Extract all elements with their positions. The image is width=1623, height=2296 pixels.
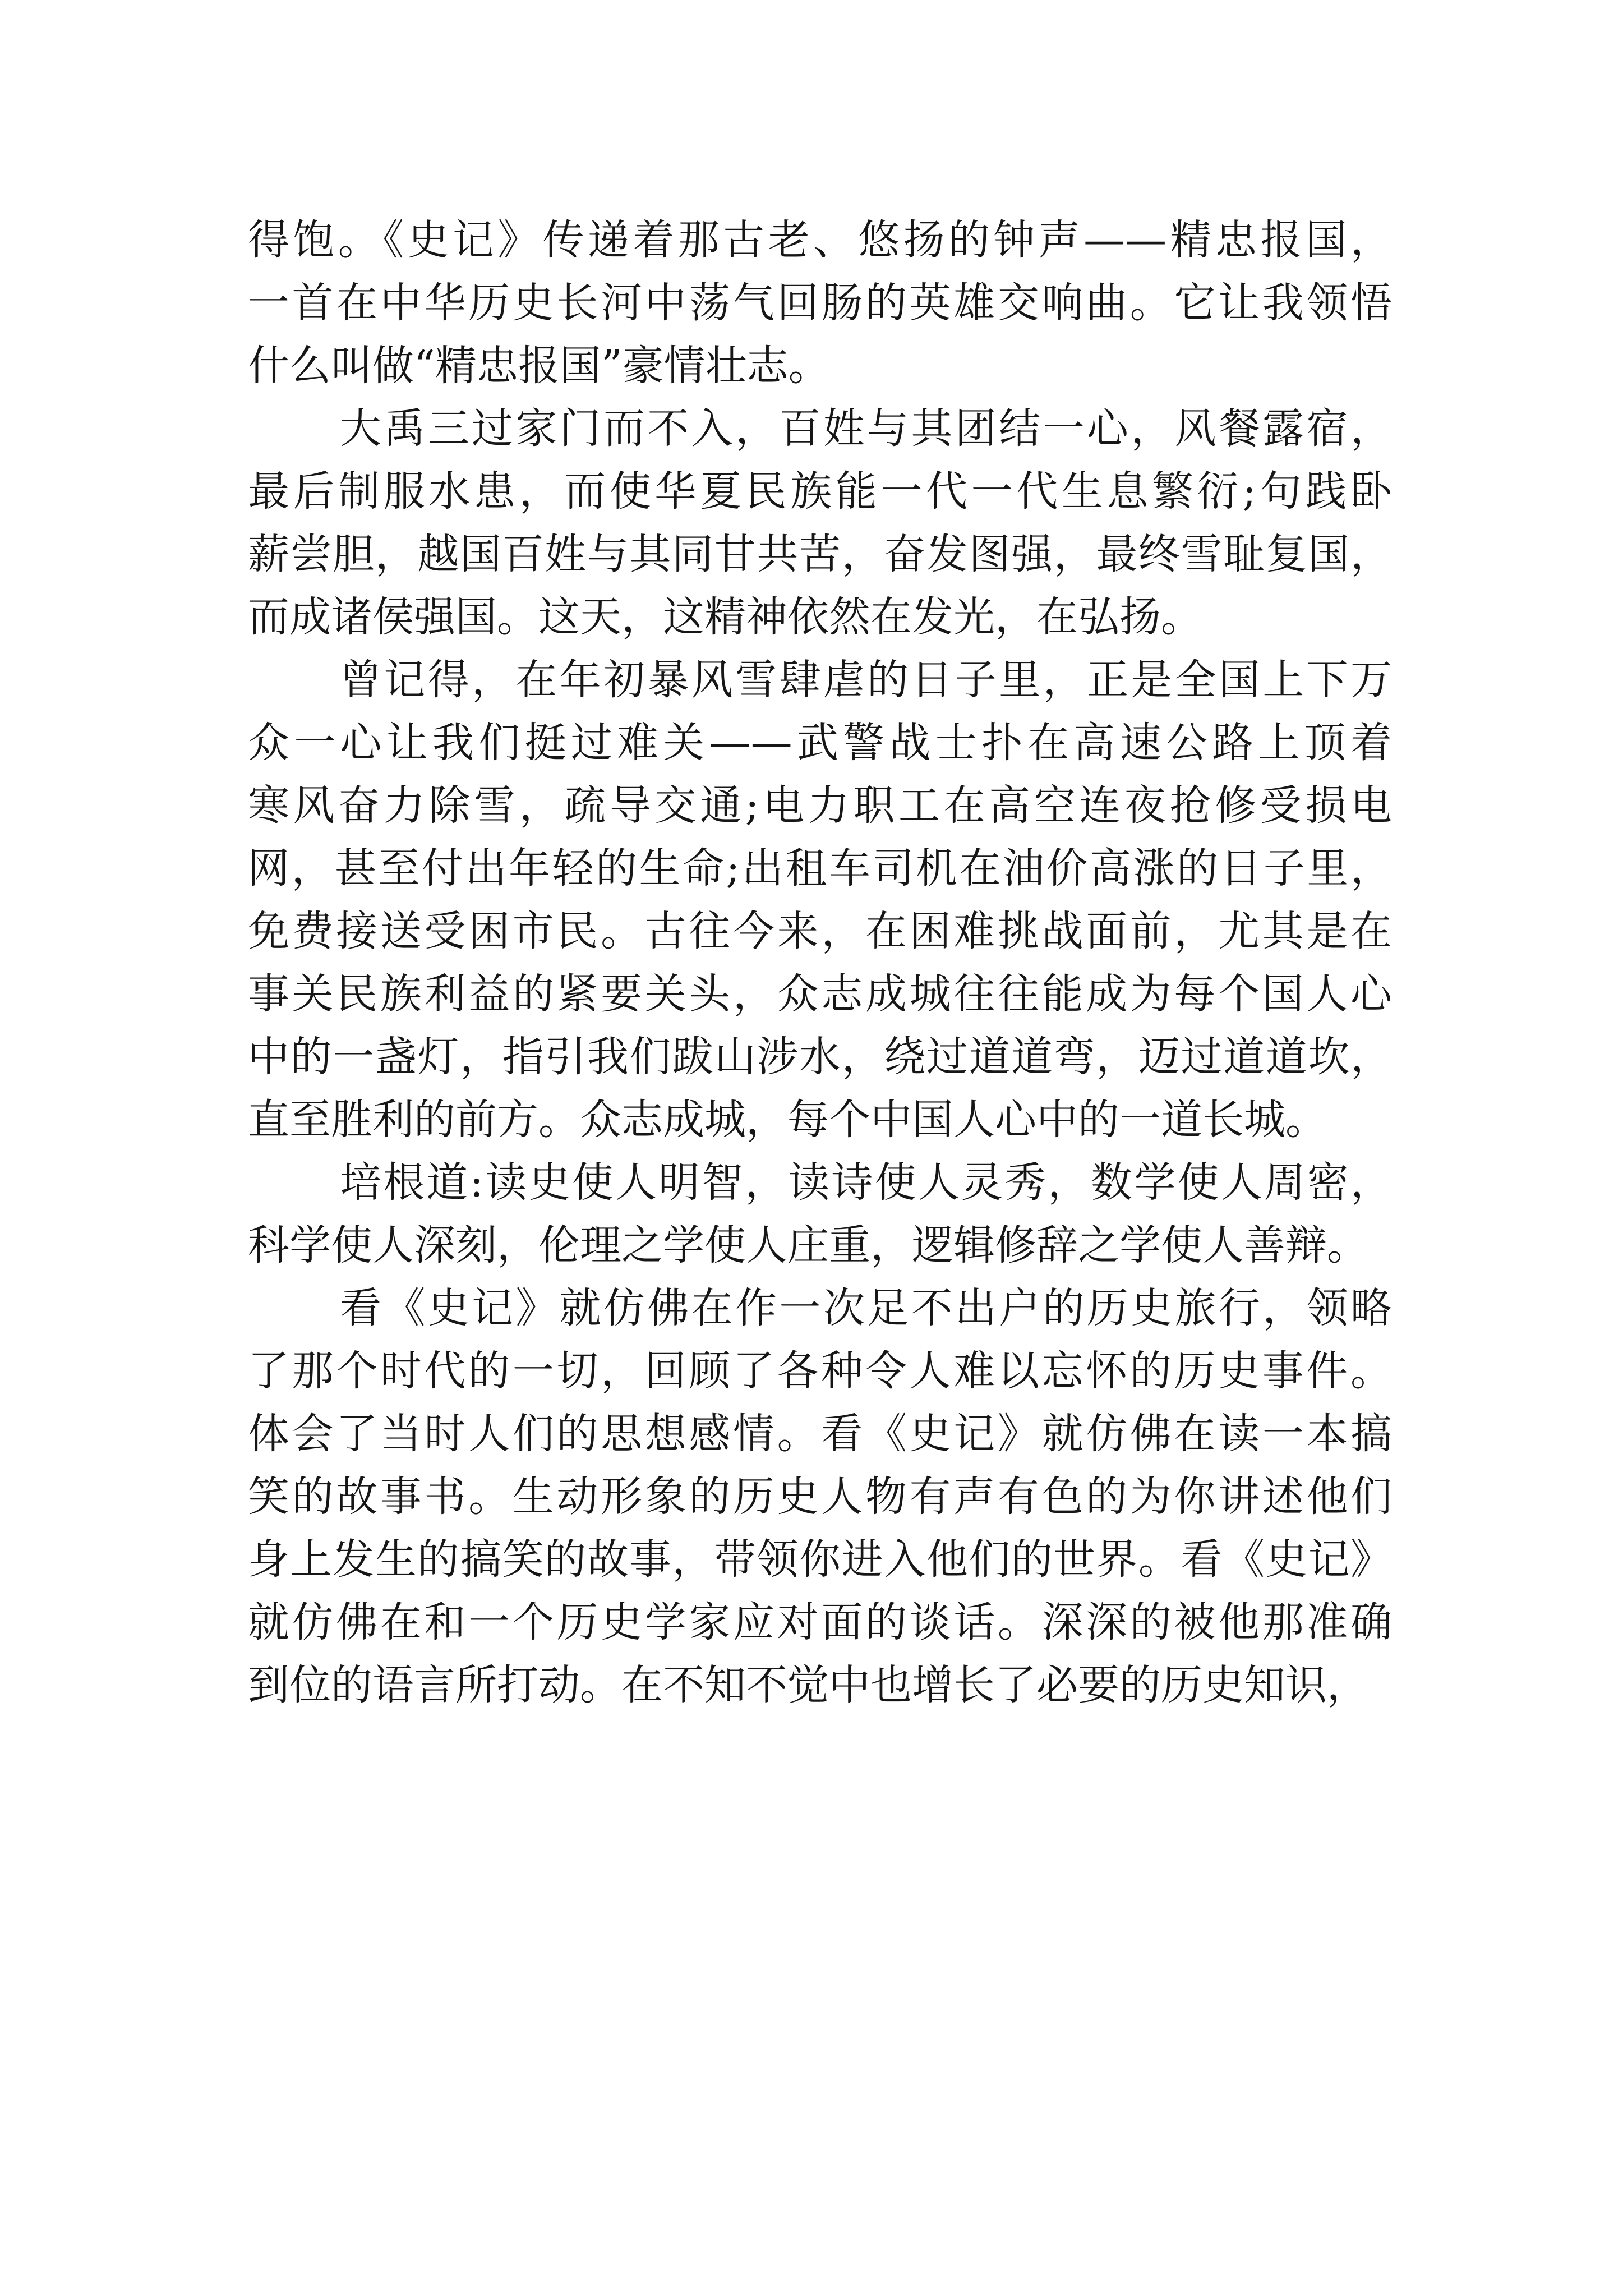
text-line: 体会了当时人们的思想感情。看《史记》就仿佛在读一本搞: [248, 1410, 1392, 1458]
text-line: 大禹三过家门而不入，百姓与其团结一心，风餐露宿，: [340, 404, 1392, 453]
paragraph: [248, 397, 1392, 648]
text-line: 到位的语言所打动。在不知不觉中也增长了必要的历史知识，: [248, 1661, 1368, 1709]
body-text: [248, 209, 1392, 1717]
text-line: 众一心让我们挺过难关——武警战士扑在高速公路上顶着: [248, 719, 1392, 767]
text-line: 中的一盏灯，指引我们跋山涉水，绕过道道弯，迈过道道坎，: [248, 1033, 1392, 1081]
text-line: 科学使人深刻，伦理之学使人庄重，逻辑修辞之学使人善辩。: [248, 1221, 1368, 1269]
text-line: 什么叫做“精忠报国”豪情壮志。: [248, 342, 830, 390]
text-line: 薪尝胆，越国百姓与其同甘共苦，奋发图强，最终雪耻复国，: [248, 530, 1392, 578]
text-line: 而成诸侯强国。这天，这精神依然在发光，在弘扬。: [248, 593, 1202, 641]
text-line: 培根道:读史使人明智，读诗使人灵秀，数学使人周密，: [340, 1158, 1392, 1207]
text-line: 事关民族利益的紧要关头，众志成城往往能成为每个国人心: [248, 970, 1392, 1018]
text-line: 笑的故事书。生动形象的历史人物有声有色的为你讲述他们: [248, 1473, 1392, 1521]
text-line: 免费接送受困市民。古往今来，在困难挑战面前，尤其是在: [248, 907, 1392, 955]
text-line: 看《史记》就仿佛在作一次足不出户的历史旅行，领略: [340, 1284, 1392, 1332]
text-line: 得饱。《史记》传递着那古老、悠扬的钟声——精忠报国，: [248, 216, 1392, 264]
text-line: 直至胜利的前方。众志成城，每个中国人心中的一道长城。: [248, 1096, 1327, 1144]
text-line: 网，甚至付出年轻的生命;出租车司机在油价高涨的日子里，: [248, 844, 1392, 892]
text-line: 曾记得，在年初暴风雪肆虐的日子里，正是全国上下万: [340, 656, 1392, 704]
text-line: 寒风奋力除雪，疏导交通;电力职工在高空连夜抢修受损电: [248, 781, 1392, 830]
text-line: 最后制服水患，而使华夏民族能一代一代生息繁衍;句践卧: [248, 467, 1392, 516]
paragraph: [248, 1277, 1392, 1717]
paragraph: [248, 209, 1392, 397]
text-line: 了那个时代的一切，回顾了各种令人难以忘怀的历史事件。: [248, 1347, 1392, 1395]
text-line: 就仿佛在和一个历史学家应对面的谈话。深深的被他那准确: [248, 1598, 1392, 1646]
paragraph: [248, 1151, 1392, 1277]
paragraph: [248, 648, 1392, 1151]
text-line: 身上发生的搞笑的故事，带领你进入他们的世界。看《史记》: [248, 1535, 1392, 1584]
text-line: 一首在中华历史长河中荡气回肠的英雄交响曲。它让我领悟: [248, 279, 1392, 327]
